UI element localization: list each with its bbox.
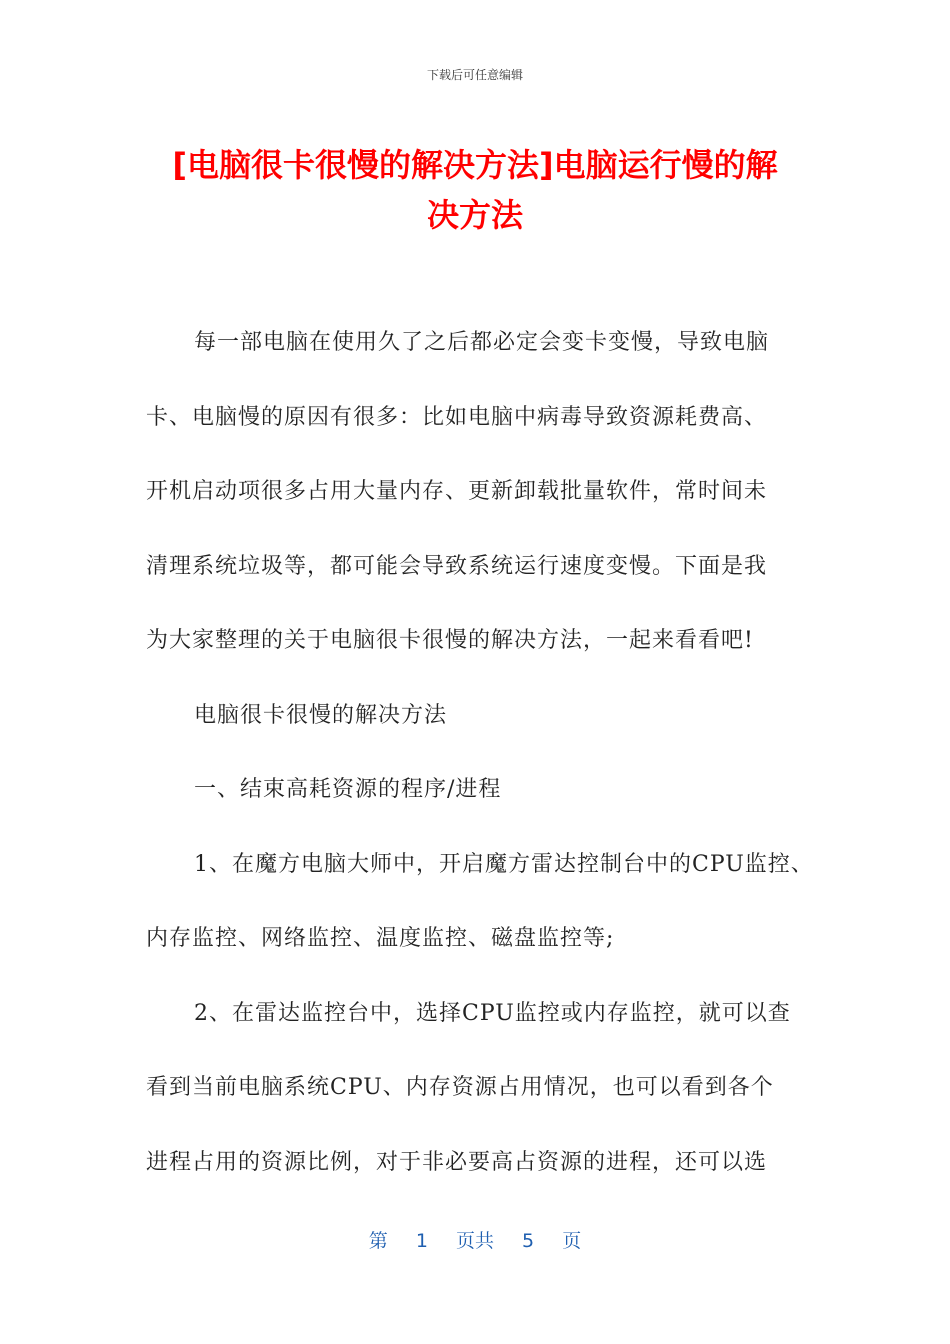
document-title — [120, 140, 830, 240]
paragraph-line: 开机启动项很多占用大量内存、更新卸载批量软件，常时间未 — [146, 479, 768, 504]
page-footer — [0, 1226, 950, 1253]
document-body — [146, 318, 826, 1212]
footer-prefix: 第 — [368, 1230, 388, 1252]
footer-suffix: 页 — [562, 1230, 582, 1252]
subsection-heading: 一、结束高耗资源的程序/进程 — [194, 777, 502, 802]
current-page-number: 1 — [415, 1230, 428, 1252]
paragraph-line: 内存监控、网络监控、温度监控、磁盘监控等; — [146, 926, 615, 951]
paragraph-line: 清理系统垃圾等，都可能会导致系统运行速度变慢。下面是我 — [146, 553, 768, 579]
paragraph-line: 看到当前电脑系统CPU、内存资源占用情况，也可以看到各个 — [146, 1075, 774, 1100]
paragraph-line: 卡、电脑慢的原因有很多：比如电脑中病毒导致资源耗费高、 — [146, 404, 768, 430]
paragraph-line: 每一部电脑在使用久了之后都必定会变卡变慢，导致电脑 — [194, 330, 770, 355]
title-line-1: [电脑很卡很慢的解决方法]电脑运行慢的解 — [172, 146, 778, 184]
paragraph-line: 2、在雷达监控台中，选择CPU监控或内存监控，就可以查 — [194, 1000, 791, 1026]
paragraph-line: 1、在魔方电脑大师中，开启魔方雷达控制台中的CPU监控、 — [194, 851, 814, 877]
paragraph-line: 进程占用的资源比例，对于非必要高占资源的进程，还可以选 — [146, 1149, 768, 1175]
section-heading: 电脑很卡很慢的解决方法 — [194, 702, 448, 728]
total-page-count: 5 — [522, 1230, 535, 1252]
header-note: 下载后可任意编辑 — [426, 68, 523, 82]
paragraph-line: 为大家整理的关于电脑很卡很慢的解决方法，一起来看看吧! — [146, 628, 754, 653]
title-line-2: 决方法 — [426, 196, 523, 234]
footer-middle: 页共 — [455, 1230, 494, 1252]
